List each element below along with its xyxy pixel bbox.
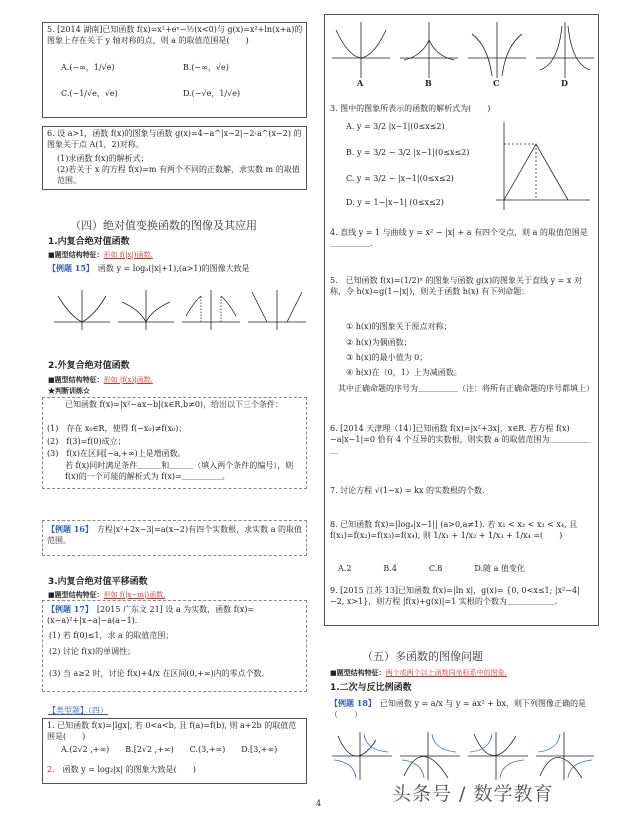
problem-box-top bbox=[42, 22, 307, 118]
example-16-box bbox=[42, 520, 307, 556]
r-q8: 8. 已知函数 f(x)=|logₐ|x−1|| (a>0,a≠1). 若 x₁ < x₂ < x₃ < x₄, 且 f(x₁)=f(x₂)=f(x₃)=f(x₄), 则 1/x₁ + 1/x₂ + 1/x₃ + 1/x₄ =( ) bbox=[330, 520, 580, 540]
r-q4: 4. 直线 y = 1 与曲线 y = x² − |x| + a 有四个交点，则 a 的取值范围是＿＿＿＿＿. bbox=[330, 228, 588, 248]
feature-3: ■题型结构特征：形如 f(|x−m|)函数. bbox=[48, 590, 166, 599]
type-problems-title: 【类型题】（四） bbox=[48, 706, 108, 715]
example-18-label: 【例题 18】 bbox=[330, 698, 372, 708]
example-15-label: 【例题 15】 bbox=[48, 263, 90, 273]
example-17-sub2: (2) 讨论 f(x)的单调性； bbox=[49, 647, 136, 656]
r-q5-s2: ② h(x)为偶函数； bbox=[346, 338, 412, 347]
heading-quadratic-reciprocal: 1.二次与反比例函数 bbox=[330, 683, 412, 693]
graph-label-d: D bbox=[561, 78, 568, 88]
example-17-label: 【例题 17】 bbox=[47, 604, 89, 614]
r-q3-d: D. y = 1−|x−1| (0≤x≤2) bbox=[346, 198, 444, 207]
watermark: 头条号 / 数学教育 bbox=[392, 783, 554, 805]
r-q5-s1: ① h(x)的图象关于原点对称； bbox=[346, 322, 452, 331]
r-q6: 6. [2014 天津理（14）]已知函数 f(x)=|x²+3x|，x∈R. 若方程 f(x)−a|x−1|=0 恰有 4 个互异的实数根，则实数 a 的取值范围为＿＿＿＿＿＿ bbox=[330, 424, 590, 455]
judge-training-label: ★判断训练☆ bbox=[48, 386, 90, 395]
r-q5: 5. 已知函数 f(x)=(1/2)ˣ 的图象与函数 g(x)的图象关于直线 y = x 对称，令 h(x)=g(1−|x|)，则关于函数 h(x) 有下列命题： bbox=[330, 276, 582, 296]
r-q5-end: 其中正确命题的序号为＿＿＿＿＿（注：将所有正确命题的序号都填上） bbox=[338, 384, 594, 393]
heading-shift-abs: 3.内复合绝对值平移函数 bbox=[48, 577, 148, 587]
r-q7: 7. 讨论方程 √(1−x) = kx 的实数根的个数. bbox=[330, 486, 485, 495]
r-q5-s4: ④ h(x)在（0，1）上为减函数。 bbox=[346, 368, 462, 377]
example-18-text: 已知函数 y = a/x 与 y = ax² + bx，则下列图像正确的是（ ） bbox=[330, 699, 587, 719]
r-q3: 3. 图中的图象所表示的函数的解析式为( ) bbox=[330, 104, 491, 113]
q6-text: 6. 设 a>1，函数 f(x)的图象与函数 g(x)=4−a^|x−2|−2·a^(x−2) 的图象关于点 A(1，2)对称。 bbox=[47, 129, 302, 149]
judge-box bbox=[42, 397, 307, 489]
r-q3-c: C. y = 3/2 − |x−1|(0≤x≤2) bbox=[346, 174, 454, 183]
feature-1: ■题型结构特征：形如 f(|x|)函数. bbox=[48, 250, 153, 259]
judge-cond-2: (2) f(3)=f(0)成立； bbox=[47, 437, 126, 446]
type-q1-options: A.(2√2 ,+∞) B.[2√2 ,+∞) C.(3,+∞) D.[3,+∞) bbox=[61, 745, 278, 754]
feature-2: ■题型结构特征：形如 |f(x)|函数. bbox=[48, 375, 153, 384]
example-17-sub1: (1) 若 f(0)≤1，求 a 的取值范围； bbox=[49, 631, 174, 640]
type-q1: 1. 已知函数 f(x)=|lgx|, 若 0<a<b, 且 f(a)=f(b), 则 a+2b 的取值范围是( ) bbox=[47, 721, 297, 741]
type-problems-box bbox=[42, 718, 307, 784]
judge-intro: 已知函数 f(x)=|x²−ax−b|(x∈R,b≠0)，给出以下三个条件： bbox=[65, 400, 284, 409]
r-q5-s3: ③ h(x)的最小值为 0； bbox=[346, 353, 428, 362]
q5-option-c: C.(−1/√e，√e) bbox=[61, 89, 118, 98]
q5-option-a: A.(−∞，1/√e) bbox=[61, 63, 115, 72]
graph-label-a: A bbox=[357, 78, 364, 88]
r-q9: 9. [2015 江苏 13]已知函数 f(x)=|ln x|，g(x)= {0, 0<x≤1; |x²−4|−2, x>1}，则方程 |f(x)+g(x)|=1 实根的个数为＿＿＿＿＿＿. bbox=[330, 586, 580, 606]
page-number: 4 bbox=[316, 799, 322, 808]
q5-option-b: B.(−∞，√e) bbox=[183, 63, 229, 72]
judge-question: 若 f(x)同时满足条件＿＿＿和＿＿＿（填入两个条件的编号），则 f(x)的一个可能的解析式为 f(x)=＿＿＿＿＿。 bbox=[65, 461, 296, 481]
r-q8-options: A.2 B.4 C.8 D.随 a 值变化 bbox=[338, 564, 525, 573]
example-17-sub3: (3) 当 a≥2 时，讨论 f(x)+4/x 在区间(0,+∞)内的零点个数. bbox=[49, 669, 265, 678]
example-15: 【例题 15】 函数 y = logₐ(|x|+1),(a>1)的图像大致是 bbox=[48, 263, 250, 273]
graph-label-c: C bbox=[493, 78, 500, 88]
r-q3-a: A. y = 3/2 |x−1|(0≤x≤2) bbox=[346, 122, 445, 131]
q5-option-d: D.(−√e，1/√e) bbox=[183, 89, 241, 98]
section-5-title: （五）多函数的图像问题 bbox=[362, 650, 483, 663]
q6-sub1: (1)求函数 f(x)的解析式； bbox=[57, 154, 149, 163]
heading-outer-abs: 2.外复合绝对值函数 bbox=[48, 361, 130, 371]
q5-text: 5. [2014 湖南]已知函数 f(x)=x²+eˣ−½(x<0)与 g(x)=x²+ln(x+a)的图象上存在关于 y 轴对称的点，则 a 的取值范围是( ) bbox=[47, 25, 303, 45]
graph-label-b: B bbox=[425, 78, 432, 88]
problem-box-q6 bbox=[42, 126, 307, 190]
example-18 bbox=[330, 698, 592, 721]
q6-sub2: (2)若关于 x 的方程 f(x)=m 有两个不同的正数解，求实数 m 的取值范围。 bbox=[57, 165, 300, 185]
judge-cond-3: (3) f(x)在区间[−a,+∞)上是增函数。 bbox=[47, 449, 186, 458]
judge-cond-1: (1) 存在 x₀∈R，使得 f(−x₀)≠f(x₀)； bbox=[47, 424, 187, 433]
example-18-graphs bbox=[330, 730, 596, 782]
feature-5: ■题型结构特征：两个或两个以上函数同坐标系中的图象. bbox=[330, 668, 507, 677]
example-17-text: [2015 广东文 21] 设 a 为实数，函数 f(x)=(x−a)²+|x−a|−a(a−1). bbox=[47, 605, 255, 625]
r-q3-b: B. y = 3/2 − 3/2 |x−1|(0≤x≤2) bbox=[346, 148, 470, 157]
example-16-label: 【例题 16】 bbox=[47, 524, 89, 534]
type-q2: 2. 函数 y = log₂|x| 的图象大致是( ) bbox=[47, 765, 196, 774]
example-15-graphs bbox=[52, 286, 307, 334]
example-17-box bbox=[42, 600, 307, 692]
heading-inner-abs: 1.内复合绝对值函数 bbox=[48, 237, 130, 247]
section-4-title: （四）绝对值变换函数的图像及其应用 bbox=[70, 219, 257, 232]
q3-graph bbox=[484, 118, 594, 214]
example-16-text: 方程|x²+2x−3|=a(x−2)有四个实数根，求实数 a 的取值范围。 bbox=[47, 525, 303, 545]
abc-graphs bbox=[328, 18, 596, 90]
